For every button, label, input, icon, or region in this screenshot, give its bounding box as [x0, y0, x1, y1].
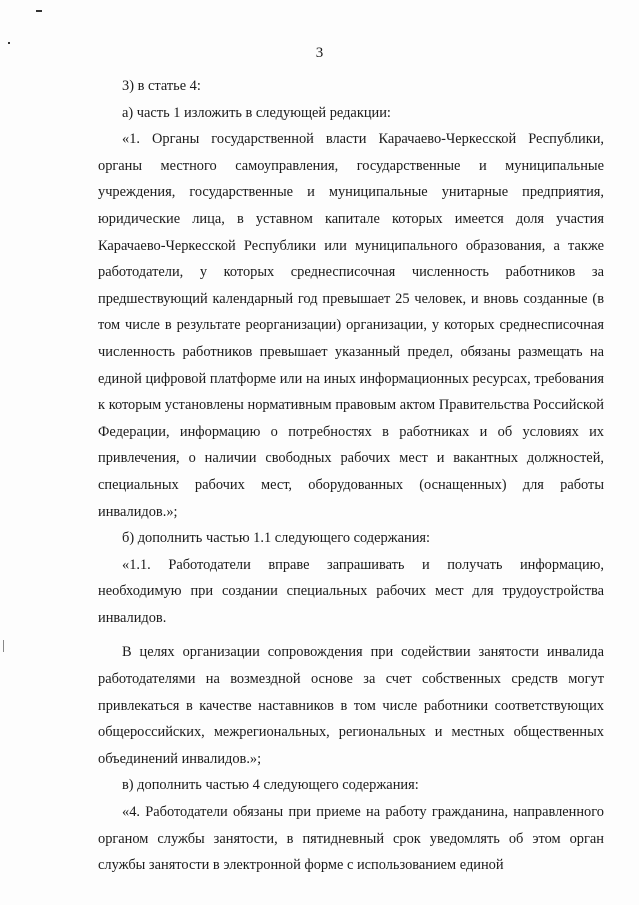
- scan-artifact: [3, 640, 4, 652]
- scan-artifact: [36, 10, 42, 12]
- page-number: 3: [315, 45, 324, 61]
- document-body: [98, 73, 604, 879]
- paragraph-clause-1: «1. Органы государственной власти Карачаево-Черкесской Республики, органы местного самоуправления, государственные и муниципальные учреждения, государственные и муниципальные унитарные предприятия, юридические лица, в уставном капитале которых имеется доля участия Карачаево-Черкесской Республики или муниципального образования, а также работодатели, у которых среднесписочная численность работников за предшествующий календарный год превышает 25 человек, и вновь созданные (в том числе в результате реорганизации) организации, у которых среднесписочная численность работников превышает указанный предел, обязаны размещать на единой цифровой платформе или на иных информационных ресурсах, требования к которым установлены нормативным правовым актом Правительства Российской Федерации, информацию о потребностях в работниках и об условиях их привлечения, о наличии свободных рабочих мест и вакантных должностей, специальных рабочих мест, оборудованных (оснащенных) для работы инвалидов.»;: [98, 131, 604, 520]
- paragraph-part-a: а) часть 1 изложить в следующей редакции:: [122, 104, 391, 121]
- paragraph-part-v: в) дополнить частью 4 следующего содержания:: [122, 777, 419, 794]
- paragraph-clause-1-1: «1.1. Работодатели вправе запрашивать и получать информацию, необходимую при создании специальных рабочих мест для трудоустройства инвалидов.: [98, 556, 604, 626]
- paragraph-part-b: б) дополнить частью 1.1 следующего содержания:: [122, 530, 431, 547]
- paragraph-item-3: 3) в статье 4:: [122, 78, 201, 94]
- paragraph-mentors: В целях организации сопровождения при содействии занятости инвалида работодателями на возмездной основе за счет собственных средств могут привлекаться в качестве наставников в том числе работники соответствующих общероссийских, межрегиональных, региональных и местных общественных объединений инвалидов.»;: [98, 644, 604, 767]
- paragraph-clause-4: «4. Работодатели обязаны при приеме на работу гражданина, направленного органом службы занятости, в пятидневный срок уведомлять об этом орган службы занятости в электронной форме с использованием единой: [98, 804, 604, 874]
